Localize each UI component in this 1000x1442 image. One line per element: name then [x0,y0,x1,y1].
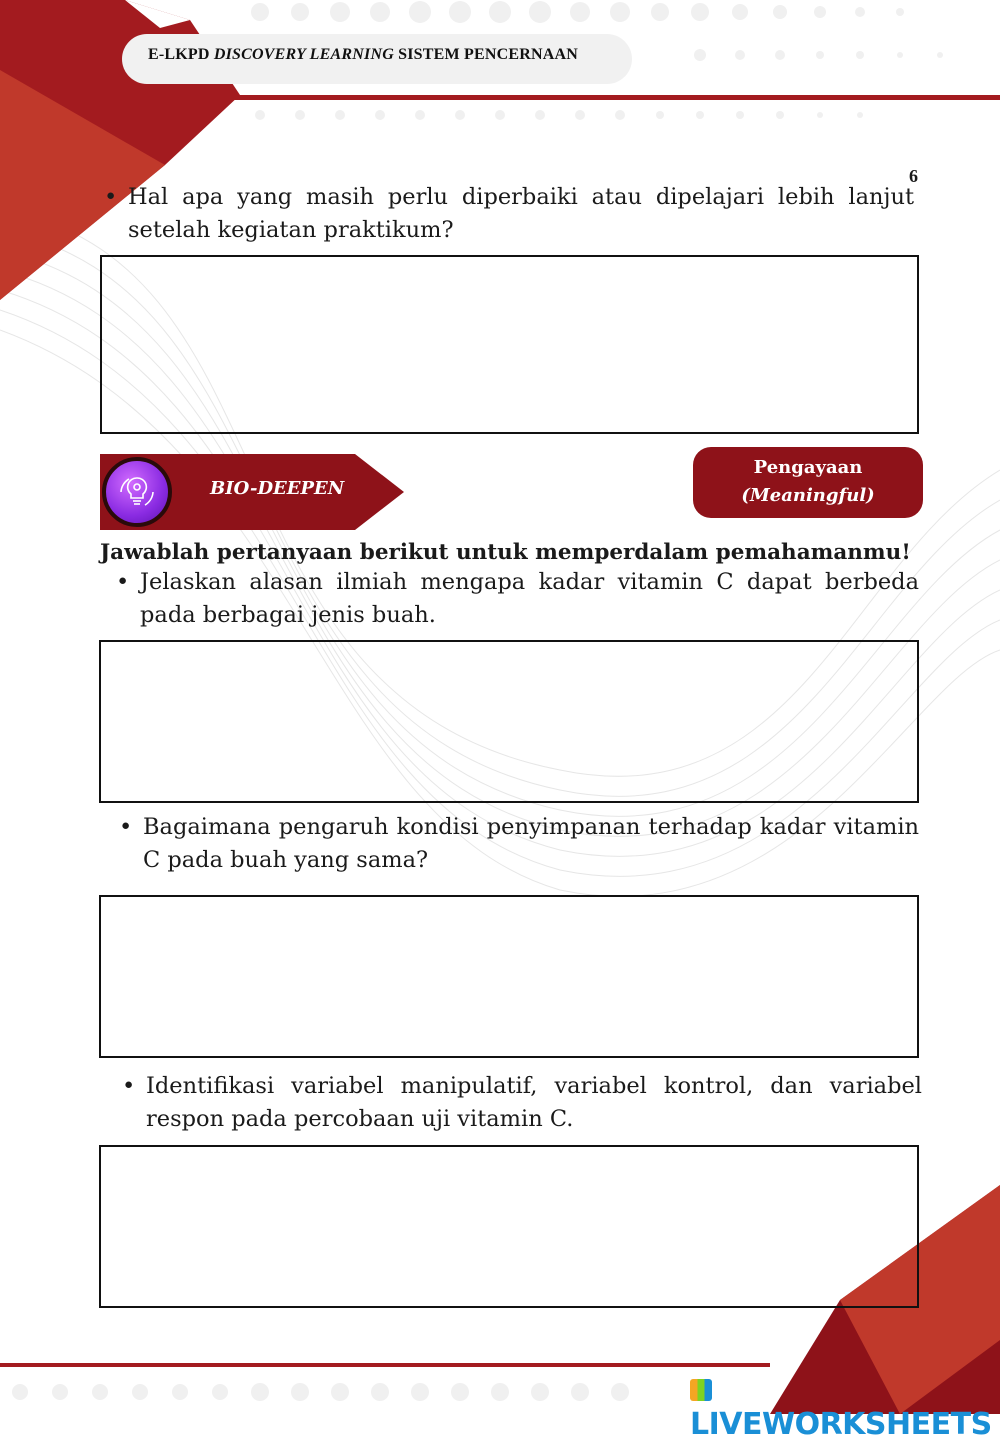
bullet: • [116,569,130,595]
footer-divider [0,1363,770,1367]
enrichment-tag-title: Pengayaan [753,457,863,478]
answer-box-1[interactable] [99,640,919,803]
answer-box-2[interactable] [99,895,919,1058]
question-1: • Jelaskan alasan ilmiah mengapa kadar vitamin C dapat berbeda pada berbagai jenis buah. [140,566,919,632]
question-3: • Identifikasi variabel manipulatif, variabel kontrol, dan variabel respon pada percobaan uji vitamin C. [146,1070,922,1136]
lightbulb-gear-icon [102,457,172,527]
brand-logo[interactable]: LIVEWORKSHEETS [690,1372,1000,1442]
bullet: • [122,1073,136,1099]
section-banner-label: BIO-DEEPEN [210,478,345,499]
instruction-text: Jawablah pertanyaan berikut untuk memperdalam pemahamanmu! [100,540,911,565]
question-2: • Bagaimana pengaruh kondisi penyimpanan terhadap kadar vitamin C pada buah yang sama? [143,811,919,877]
reflection-question: • Hal apa yang masih perlu diperbaiki atau dipelajari lebih lanjut setelah kegiatan praktikum? [128,181,914,247]
header-divider [150,95,1000,100]
answer-box-reflection[interactable] [100,255,919,434]
bullet: • [104,184,118,210]
answer-box-3[interactable] [99,1145,919,1308]
brand-icon [690,1379,712,1401]
page-number: 6 [909,166,918,186]
enrichment-tag [693,447,923,518]
bullet: • [119,814,133,840]
header-title: E-LKPD DISCOVERY LEARNING SISTEM PENCERNAAN [148,46,579,63]
enrichment-tag-subtitle: (Meaningful) [741,485,875,506]
